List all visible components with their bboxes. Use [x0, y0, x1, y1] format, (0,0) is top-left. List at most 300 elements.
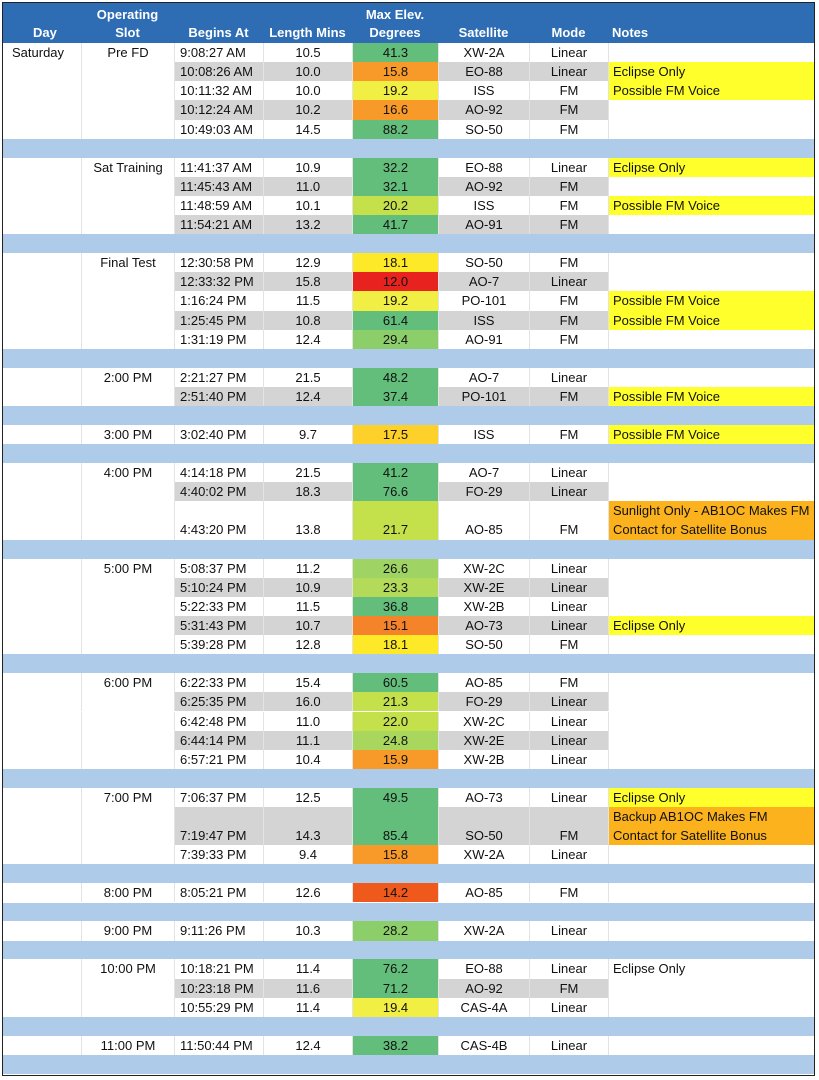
- cell-begins: 10:23:18 PM: [174, 979, 263, 998]
- separator-band: [3, 444, 814, 463]
- cell-mode: Linear: [529, 43, 608, 62]
- cell-degrees: 23.3: [352, 578, 438, 597]
- table-row: [3, 979, 814, 998]
- cell-begins: 5:39:28 PM: [174, 635, 263, 654]
- cell-degrees: 19.2: [352, 81, 438, 100]
- cell-begins: 1:16:24 PM: [174, 291, 263, 310]
- table-row: [3, 253, 814, 272]
- cell-begins: 9:11:26 PM: [174, 921, 263, 940]
- cell-day: [3, 692, 81, 711]
- cell-day: [3, 1036, 81, 1055]
- table-row: [3, 311, 814, 330]
- cell-begins: 11:54:21 AM: [174, 215, 263, 234]
- cell-mode: FM: [529, 311, 608, 330]
- cell-degrees: 18.1: [352, 635, 438, 654]
- cell-mode: Linear: [529, 559, 608, 578]
- cell-begins: 5:10:24 PM: [174, 578, 263, 597]
- cell-length: 10.5: [263, 43, 352, 62]
- cell-degrees: 88.2: [352, 120, 438, 139]
- cell-degrees: 36.8: [352, 597, 438, 616]
- cell-note: Possible FM Voice: [608, 425, 815, 444]
- cell-note: [608, 177, 815, 196]
- cell-length: 10.9: [263, 578, 352, 597]
- cell-satellite: SO-50: [438, 807, 529, 845]
- cell-note: [608, 559, 815, 578]
- cell-day: [3, 215, 81, 234]
- cell-length: 10.0: [263, 62, 352, 81]
- cell-length: 14.3: [263, 807, 352, 845]
- cell-slot: 9:00 PM: [81, 921, 174, 940]
- cell-begins: 11:50:44 PM: [174, 1036, 263, 1055]
- cell-satellite: AO-85: [438, 673, 529, 692]
- cell-begins: 12:33:32 PM: [174, 272, 263, 291]
- cell-mode: Linear: [529, 731, 608, 750]
- cell-length: 21.5: [263, 463, 352, 482]
- cell-slot: 5:00 PM: [81, 559, 174, 578]
- cell-length: 12.4: [263, 330, 352, 349]
- cell-slot: 2:00 PM: [81, 368, 174, 387]
- cell-slot: [81, 998, 174, 1017]
- cell-length: 12.4: [263, 387, 352, 406]
- cell-mode: FM: [529, 883, 608, 902]
- cell-slot: Final Test: [81, 253, 174, 272]
- cell-day: [3, 482, 81, 501]
- cell-mode: FM: [529, 807, 608, 845]
- cell-length: 11.5: [263, 291, 352, 310]
- cell-satellite: SO-50: [438, 635, 529, 654]
- cell-mode: Linear: [529, 597, 608, 616]
- cell-length: 11.2: [263, 559, 352, 578]
- cell-begins: 7:06:37 PM: [174, 788, 263, 807]
- table-row: [3, 1036, 814, 1055]
- cell-mode: Linear: [529, 921, 608, 940]
- cell-slot: [81, 291, 174, 310]
- cell-begins: 7:19:47 PM: [174, 807, 263, 845]
- cell-satellite: CAS-4A: [438, 998, 529, 1017]
- cell-day: [3, 731, 81, 750]
- cell-begins: 11:41:37 AM: [174, 158, 263, 177]
- cell-begins: 5:31:43 PM: [174, 616, 263, 635]
- cell-slot: [81, 177, 174, 196]
- cell-satellite: AO-91: [438, 215, 529, 234]
- cell-day: [3, 597, 81, 616]
- cell-slot: [81, 120, 174, 139]
- cell-mode: FM: [529, 387, 608, 406]
- cell-day: [3, 979, 81, 998]
- cell-slot: 11:00 PM: [81, 1036, 174, 1055]
- cell-day: [3, 253, 81, 272]
- cell-begins: 6:44:14 PM: [174, 731, 263, 750]
- table-row: [3, 196, 814, 215]
- cell-note: [608, 673, 815, 692]
- cell-length: 16.0: [263, 692, 352, 711]
- cell-mode: Linear: [529, 845, 608, 864]
- schedule-table: [2, 2, 815, 1076]
- cell-day: [3, 368, 81, 387]
- cell-satellite: PO-101: [438, 291, 529, 310]
- cell-day: [3, 291, 81, 310]
- cell-begins: 4:40:02 PM: [174, 482, 263, 501]
- table-row: [3, 921, 814, 940]
- table-row: [3, 368, 814, 387]
- cell-day: [3, 959, 81, 978]
- header-day: Day: [33, 25, 57, 40]
- cell-length: 10.9: [263, 158, 352, 177]
- cell-note: [608, 368, 815, 387]
- cell-note: [608, 998, 815, 1017]
- cell-satellite: EO-88: [438, 959, 529, 978]
- cell-mode: FM: [529, 196, 608, 215]
- header-notes: Notes: [612, 25, 649, 40]
- table-row: [3, 788, 814, 807]
- cell-satellite: AO-92: [438, 100, 529, 119]
- cell-degrees: 85.4: [352, 807, 438, 845]
- separator-band: [3, 769, 814, 788]
- cell-day: [3, 578, 81, 597]
- table-row: [3, 43, 814, 62]
- table-row: [3, 272, 814, 291]
- cell-degrees: 29.4: [352, 330, 438, 349]
- table-row: [3, 845, 814, 864]
- cell-day: [3, 501, 81, 539]
- cell-mode: Linear: [529, 578, 608, 597]
- cell-day: [3, 712, 81, 731]
- header-length: Length Mins: [269, 25, 346, 40]
- cell-satellite: CAS-4B: [438, 1036, 529, 1055]
- cell-degrees: 76.6: [352, 482, 438, 501]
- cell-day: [3, 616, 81, 635]
- cell-length: 15.4: [263, 673, 352, 692]
- cell-day: [3, 845, 81, 864]
- cell-mode: Linear: [529, 959, 608, 978]
- cell-degrees: 19.2: [352, 291, 438, 310]
- separator-band: [3, 234, 814, 253]
- cell-begins: 10:08:26 AM: [174, 62, 263, 81]
- cell-note: [608, 272, 815, 291]
- separator-band: [3, 941, 814, 960]
- cell-degrees: 32.2: [352, 158, 438, 177]
- cell-slot: Sat Training: [81, 158, 174, 177]
- cell-slot: [81, 100, 174, 119]
- cell-satellite: AO-73: [438, 788, 529, 807]
- cell-mode: Linear: [529, 62, 608, 81]
- cell-satellite: ISS: [438, 81, 529, 100]
- cell-begins: 7:39:33 PM: [174, 845, 263, 864]
- cell-note: Eclipse Only: [608, 788, 815, 807]
- cell-begins: 10:18:21 PM: [174, 959, 263, 978]
- cell-note: [608, 100, 815, 119]
- cell-note: [608, 253, 815, 272]
- cell-day: [3, 998, 81, 1017]
- cell-satellite: XW-2A: [438, 43, 529, 62]
- cell-note: [608, 463, 815, 482]
- cell-slot: [81, 979, 174, 998]
- cell-begins: 1:31:19 PM: [174, 330, 263, 349]
- cell-degrees: 22.0: [352, 712, 438, 731]
- cell-length: 12.9: [263, 253, 352, 272]
- cell-length: 13.2: [263, 215, 352, 234]
- separator-band: [3, 1017, 814, 1036]
- cell-note: Eclipse Only: [608, 616, 815, 635]
- cell-mode: Linear: [529, 712, 608, 731]
- cell-note: [608, 979, 815, 998]
- cell-degrees: 18.1: [352, 253, 438, 272]
- separator-band: [3, 349, 814, 368]
- cell-satellite: XW-2B: [438, 597, 529, 616]
- cell-mode: Linear: [529, 482, 608, 501]
- table-row: [3, 578, 814, 597]
- cell-mode: FM: [529, 673, 608, 692]
- cell-slot: [81, 330, 174, 349]
- cell-note: [608, 692, 815, 711]
- cell-note: Possible FM Voice: [608, 291, 815, 310]
- cell-length: 11.4: [263, 998, 352, 1017]
- cell-degrees: 26.6: [352, 559, 438, 578]
- cell-begins: 10:12:24 AM: [174, 100, 263, 119]
- cell-mode: FM: [529, 635, 608, 654]
- cell-note: Possible FM Voice: [608, 387, 815, 406]
- cell-satellite: AO-73: [438, 616, 529, 635]
- cell-satellite: AO-7: [438, 368, 529, 387]
- cell-satellite: AO-92: [438, 979, 529, 998]
- cell-mode: Linear: [529, 272, 608, 291]
- cell-begins: 6:42:48 PM: [174, 712, 263, 731]
- cell-degrees: 38.2: [352, 1036, 438, 1055]
- cell-begins: 11:45:43 AM: [174, 177, 263, 196]
- cell-degrees: 15.9: [352, 750, 438, 769]
- cell-slot: [81, 311, 174, 330]
- cell-slot: [81, 387, 174, 406]
- cell-degrees: 21.7: [352, 501, 438, 539]
- cell-mode: FM: [529, 501, 608, 539]
- cell-satellite: XW-2E: [438, 731, 529, 750]
- cell-note: Eclipse Only: [608, 959, 815, 978]
- table-row: [3, 883, 814, 902]
- cell-degrees: 12.0: [352, 272, 438, 291]
- cell-length: 10.3: [263, 921, 352, 940]
- cell-length: 12.6: [263, 883, 352, 902]
- cell-mode: Linear: [529, 616, 608, 635]
- separator-band: [3, 406, 814, 425]
- cell-note: [608, 731, 815, 750]
- cell-satellite: EO-88: [438, 158, 529, 177]
- cell-slot: [81, 712, 174, 731]
- cell-length: 10.8: [263, 311, 352, 330]
- cell-slot: [81, 578, 174, 597]
- cell-slot: 8:00 PM: [81, 883, 174, 902]
- cell-degrees: 48.2: [352, 368, 438, 387]
- cell-slot: [81, 81, 174, 100]
- table-row: [3, 731, 814, 750]
- header-mode: Mode: [551, 25, 586, 40]
- cell-slot: [81, 215, 174, 234]
- table-row: [3, 81, 814, 100]
- cell-slot: [81, 635, 174, 654]
- cell-note: [608, 215, 815, 234]
- cell-begins: 10:49:03 AM: [174, 120, 263, 139]
- cell-slot: [81, 482, 174, 501]
- cell-degrees: 60.5: [352, 673, 438, 692]
- cell-satellite: AO-92: [438, 177, 529, 196]
- table-row: [3, 750, 814, 769]
- cell-degrees: 76.2: [352, 959, 438, 978]
- table-row: [3, 559, 814, 578]
- cell-satellite: SO-50: [438, 120, 529, 139]
- cell-satellite: AO-7: [438, 272, 529, 291]
- cell-mode: FM: [529, 979, 608, 998]
- cell-note: [608, 597, 815, 616]
- cell-note: Possible FM Voice: [608, 196, 815, 215]
- table-row: [3, 959, 814, 978]
- cell-slot: 4:00 PM: [81, 463, 174, 482]
- cell-note: [608, 1036, 815, 1055]
- cell-length: 11.0: [263, 712, 352, 731]
- cell-length: 21.5: [263, 368, 352, 387]
- cell-length: 12.4: [263, 1036, 352, 1055]
- cell-mode: FM: [529, 177, 608, 196]
- cell-length: 9.7: [263, 425, 352, 444]
- cell-satellite: ISS: [438, 311, 529, 330]
- table-row: [3, 387, 814, 406]
- cell-satellite: XW-2B: [438, 750, 529, 769]
- cell-day: [3, 311, 81, 330]
- cell-day: [3, 272, 81, 291]
- cell-satellite: XW-2A: [438, 845, 529, 864]
- cell-note: [608, 845, 815, 864]
- cell-degrees: 49.5: [352, 788, 438, 807]
- table-row: [3, 635, 814, 654]
- table-row: [3, 62, 814, 81]
- table-row: [3, 177, 814, 196]
- cell-day: Saturday: [12, 45, 65, 60]
- cell-note: Eclipse Only: [608, 62, 815, 81]
- cell-note: [608, 330, 815, 349]
- cell-mode: Linear: [529, 158, 608, 177]
- cell-degrees: 15.8: [352, 845, 438, 864]
- cell-slot: [81, 750, 174, 769]
- cell-slot: [81, 616, 174, 635]
- cell-mode: FM: [529, 100, 608, 119]
- cell-mode: FM: [529, 215, 608, 234]
- table-row: [3, 807, 814, 845]
- cell-length: 18.3: [263, 482, 352, 501]
- cell-degrees: 71.2: [352, 979, 438, 998]
- cell-satellite: SO-50: [438, 253, 529, 272]
- cell-day: [3, 387, 81, 406]
- cell-day: [3, 120, 81, 139]
- cell-begins: 11:48:59 AM: [174, 196, 263, 215]
- cell-slot: [81, 807, 174, 845]
- cell-mode: FM: [529, 330, 608, 349]
- cell-note: [608, 712, 815, 731]
- table-row: [3, 712, 814, 731]
- cell-slot: [81, 196, 174, 215]
- cell-length: 10.2: [263, 100, 352, 119]
- table-row: [3, 463, 814, 482]
- table-row: [3, 425, 814, 444]
- cell-day: [3, 62, 81, 81]
- cell-length: 10.4: [263, 750, 352, 769]
- cell-begins: 1:25:45 PM: [174, 311, 263, 330]
- table-row: [3, 120, 814, 139]
- cell-day: [3, 196, 81, 215]
- separator-band: [3, 1055, 814, 1074]
- cell-length: 13.8: [263, 501, 352, 539]
- table-row: [3, 291, 814, 310]
- table-row: [3, 330, 814, 349]
- cell-begins: 12:30:58 PM: [174, 253, 263, 272]
- cell-day: [3, 788, 81, 807]
- cell-degrees: 37.4: [352, 387, 438, 406]
- table-row: [3, 501, 814, 539]
- cell-mode: Linear: [529, 368, 608, 387]
- cell-satellite: FO-29: [438, 482, 529, 501]
- cell-note: Possible FM Voice: [608, 311, 815, 330]
- cell-mode: FM: [529, 81, 608, 100]
- cell-satellite: EO-88: [438, 62, 529, 81]
- cell-begins: 6:22:33 PM: [174, 673, 263, 692]
- cell-note: [608, 635, 815, 654]
- cell-degrees: 28.2: [352, 921, 438, 940]
- cell-satellite: XW-2E: [438, 578, 529, 597]
- cell-length: 12.5: [263, 788, 352, 807]
- cell-satellite: XW-2C: [438, 712, 529, 731]
- cell-length: 10.1: [263, 196, 352, 215]
- cell-mode: Linear: [529, 692, 608, 711]
- cell-begins: 2:51:40 PM: [174, 387, 263, 406]
- cell-length: 11.6: [263, 979, 352, 998]
- cell-mode: Linear: [529, 750, 608, 769]
- cell-day: [3, 673, 81, 692]
- header-operating-slot: Operating Slot: [96, 7, 159, 40]
- cell-mode: FM: [529, 253, 608, 272]
- cell-note: [608, 578, 815, 597]
- table-row: [3, 673, 814, 692]
- table-header: [3, 3, 814, 43]
- cell-satellite: XW-2A: [438, 921, 529, 940]
- cell-slot: Pre FD: [81, 43, 174, 62]
- cell-day: [3, 100, 81, 119]
- cell-degrees: 61.4: [352, 311, 438, 330]
- cell-slot: [81, 272, 174, 291]
- cell-begins: 5:08:37 PM: [174, 559, 263, 578]
- cell-length: 9.4: [263, 845, 352, 864]
- cell-mode: FM: [529, 425, 608, 444]
- cell-note: Sunlight Only - AB1OC Makes FM Contact for Satellite Bonus: [608, 501, 815, 539]
- cell-note: [608, 750, 815, 769]
- cell-note: [608, 120, 815, 139]
- cell-day: [3, 559, 81, 578]
- cell-note: Eclipse Only: [608, 158, 815, 177]
- cell-satellite: AO-7: [438, 463, 529, 482]
- cell-begins: 9:08:27 AM: [174, 43, 263, 62]
- cell-satellite: AO-91: [438, 330, 529, 349]
- cell-begins: 6:57:21 PM: [174, 750, 263, 769]
- cell-day: [3, 750, 81, 769]
- table-row: [3, 158, 814, 177]
- separator-band: [3, 139, 814, 158]
- cell-length: 11.5: [263, 597, 352, 616]
- cell-length: 12.8: [263, 635, 352, 654]
- table-row: [3, 482, 814, 501]
- cell-satellite: AO-85: [438, 501, 529, 539]
- cell-degrees: 14.2: [352, 883, 438, 902]
- separator-band: [3, 540, 814, 559]
- cell-day: [3, 330, 81, 349]
- table-row: [3, 215, 814, 234]
- cell-note: Backup AB1OC Makes FM Contact for Satellite Bonus: [608, 807, 815, 845]
- cell-begins: 3:02:40 PM: [174, 425, 263, 444]
